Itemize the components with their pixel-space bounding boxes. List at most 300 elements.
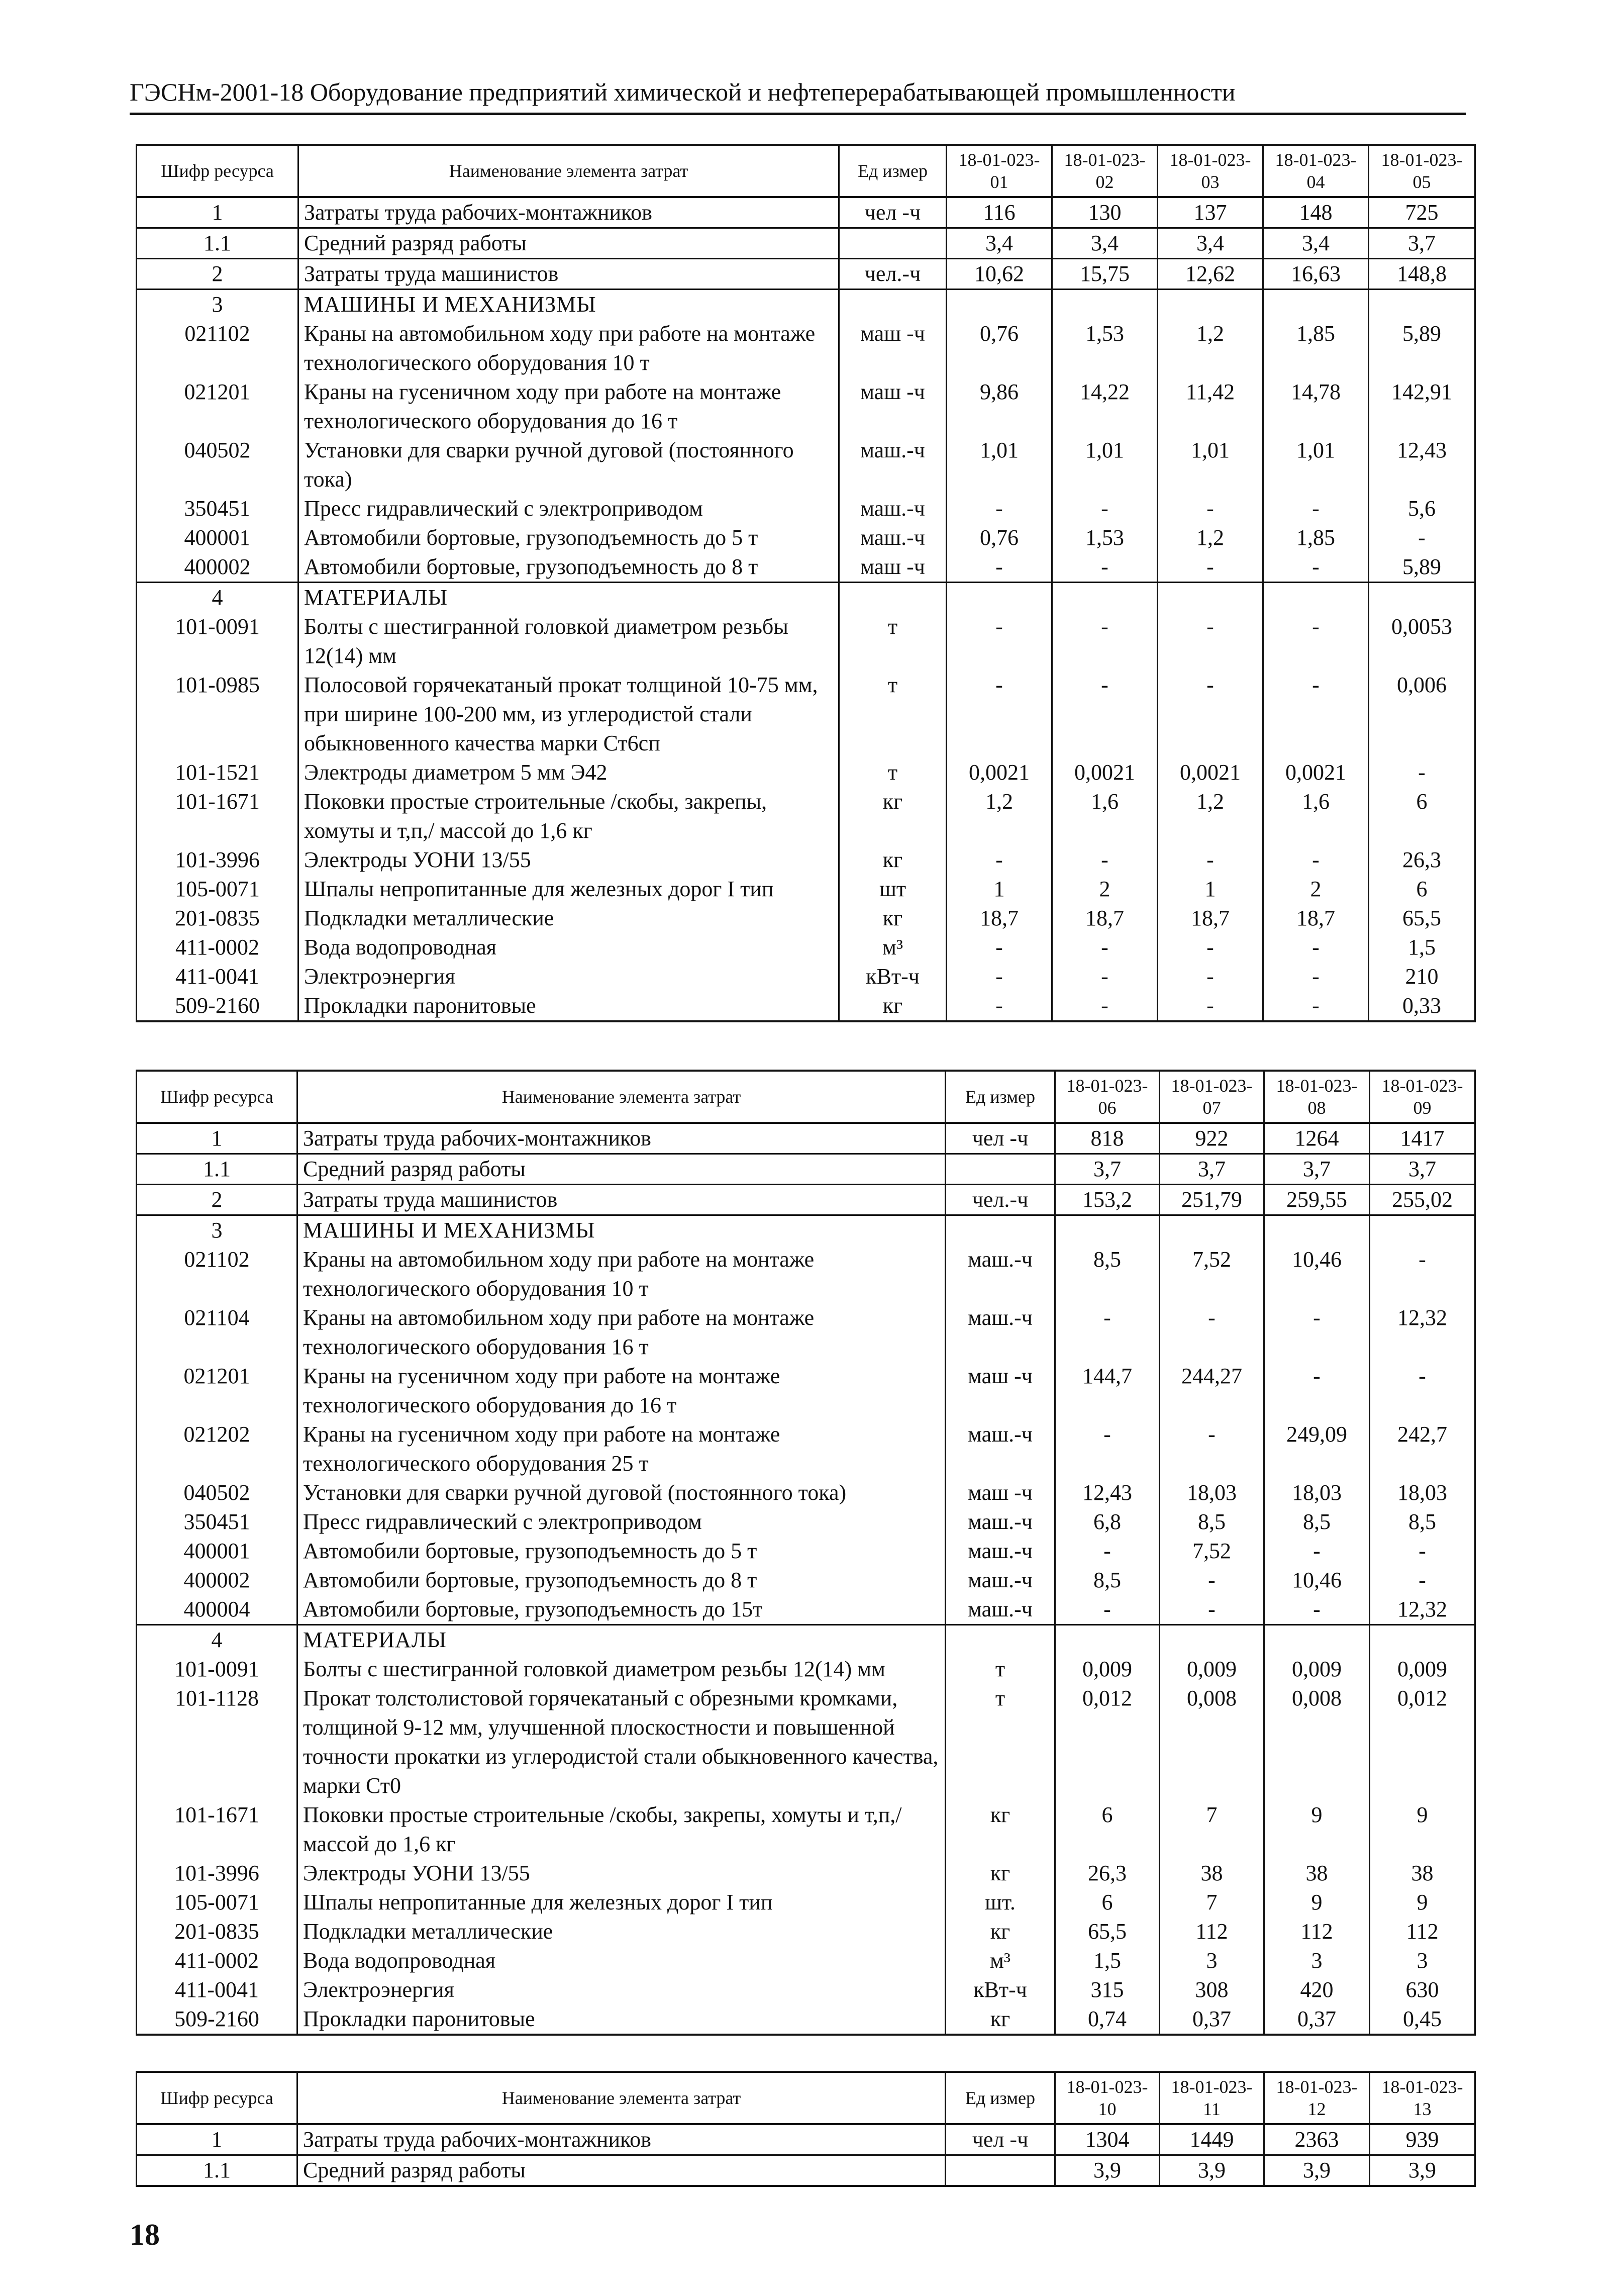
cell-name: Автомобили бортовые, грузоподъемность до 5 т xyxy=(297,1537,946,1566)
cell-value: - xyxy=(1158,494,1263,523)
cell-code: 101-1671 xyxy=(137,787,298,845)
cell-unit: кВт-ч xyxy=(946,1975,1055,2004)
cell-unit xyxy=(946,1154,1055,1185)
cell-value: - xyxy=(1158,933,1263,962)
cell-value: - xyxy=(1055,1537,1160,1566)
cell-value: 1,01 xyxy=(947,436,1052,494)
cell-value: 1 xyxy=(947,875,1052,904)
table-row xyxy=(137,962,1475,991)
cell-value: 922 xyxy=(1160,1123,1264,1154)
cell-value: 0,0053 xyxy=(1369,612,1475,671)
cell-unit: т xyxy=(839,612,947,671)
cell-unit: маш.-ч xyxy=(839,494,947,523)
cell-code: 021201 xyxy=(137,1362,297,1420)
cell-unit: кг xyxy=(839,904,947,933)
cell-value: - xyxy=(1263,552,1369,583)
table-row xyxy=(137,1684,1475,1800)
cell-name: Подкладки металлические xyxy=(298,904,839,933)
cell-value: 244,27 xyxy=(1160,1362,1264,1420)
cell-name: Поковки простые строительные /скобы, закрепы, хомуты и т,п,/ массой до 1,6 кг xyxy=(297,1800,946,1859)
table-header-row xyxy=(137,145,1475,197)
cell-value: 15,75 xyxy=(1052,259,1158,290)
section-row xyxy=(137,583,1475,613)
cell-value: 251,79 xyxy=(1160,1185,1264,1215)
cell-unit: маш.-ч xyxy=(946,1537,1055,1566)
cell-value: 8,5 xyxy=(1055,1566,1160,1595)
cell-value: 137 xyxy=(1158,197,1263,228)
cell-value: 11,42 xyxy=(1158,377,1263,436)
cell-value: 148,8 xyxy=(1369,259,1475,290)
cell-value: 3,4 xyxy=(947,228,1052,259)
cell-value: 65,5 xyxy=(1055,1917,1160,1946)
cell-code: 1.1 xyxy=(137,1154,297,1185)
cell-value: 0,45 xyxy=(1370,2004,1475,2035)
cell-value: 12,32 xyxy=(1370,1303,1475,1362)
cell-value: 26,3 xyxy=(1055,1859,1160,1888)
cell-code: 1.1 xyxy=(137,228,298,259)
cell-value: - xyxy=(1369,758,1475,787)
cell-value: 315 xyxy=(1055,1975,1160,2004)
cell-value: 6 xyxy=(1055,1888,1160,1917)
cell-value: - xyxy=(1264,1595,1370,1625)
cell-unit: маш.-ч xyxy=(839,523,947,552)
cell-value: 7,52 xyxy=(1160,1245,1264,1303)
cell-value: - xyxy=(1055,1595,1160,1625)
cell-value: 112 xyxy=(1160,1917,1264,1946)
cell-code: 105-0071 xyxy=(137,1888,297,1917)
table-row xyxy=(137,2124,1475,2155)
section-title: МАШИНЫ И МЕХАНИЗМЫ xyxy=(297,1215,946,1246)
cell-value: - xyxy=(947,845,1052,875)
cell-value: - xyxy=(1160,1420,1264,1478)
cell-unit: маш.-ч xyxy=(946,1303,1055,1362)
cell-value: 8,5 xyxy=(1264,1507,1370,1537)
table-row xyxy=(137,1975,1475,2004)
cell-value: 18,7 xyxy=(1158,904,1263,933)
table-row xyxy=(137,1566,1475,1595)
table-row xyxy=(137,1507,1475,1537)
header-unit: Ед измер xyxy=(946,2072,1055,2124)
section-row xyxy=(137,1215,1475,1246)
cell-unit: кг xyxy=(839,787,947,845)
cell-value: - xyxy=(1052,612,1158,671)
cell-value: 1264 xyxy=(1264,1123,1370,1154)
cell-code: 101-1671 xyxy=(137,1800,297,1859)
cell-value: - xyxy=(1160,1566,1264,1595)
cell-value: 0,0021 xyxy=(1052,758,1158,787)
cell-value: - xyxy=(1158,962,1263,991)
cell-value: - xyxy=(947,991,1052,1021)
cell-value: 0,37 xyxy=(1160,2004,1264,2035)
table-row xyxy=(137,904,1475,933)
cell-code: 400002 xyxy=(137,552,298,583)
cell-value: - xyxy=(1370,1566,1475,1595)
section-title: МАТЕРИАЛЫ xyxy=(298,583,839,613)
cell-code: 411-0002 xyxy=(137,933,298,962)
cell-unit: чел -ч xyxy=(946,1123,1055,1154)
resource-table-3 xyxy=(136,2071,1476,2187)
cell-name: Средний разряд работы xyxy=(298,228,839,259)
table-row xyxy=(137,787,1475,845)
cell-value: 153,2 xyxy=(1055,1185,1160,1215)
cell-value: 142,91 xyxy=(1369,377,1475,436)
cell-name: Болты с шестигранной головкой диаметром резьбы 12(14) мм xyxy=(298,612,839,671)
cell-value: 18,03 xyxy=(1370,1478,1475,1507)
cell-code: 101-0091 xyxy=(137,612,298,671)
cell-value: 14,22 xyxy=(1052,377,1158,436)
cell-name: Краны на гусеничном ходу при работе на монтаже технологического оборудования 25 т xyxy=(297,1420,946,1478)
table-row xyxy=(137,377,1475,436)
section-title: МАШИНЫ И МЕХАНИЗМЫ xyxy=(298,290,839,320)
cell-value: 818 xyxy=(1055,1123,1160,1154)
cell-value: 9 xyxy=(1264,1888,1370,1917)
cell-code: 509-2160 xyxy=(137,2004,297,2035)
cell-value: 249,09 xyxy=(1264,1420,1370,1478)
page-number: 18 xyxy=(130,2218,160,2251)
cell-value: 0,012 xyxy=(1055,1684,1160,1800)
cell-code: 101-1521 xyxy=(137,758,298,787)
cell-value: 65,5 xyxy=(1369,904,1475,933)
cell-code: 021104 xyxy=(137,1303,297,1362)
cell-code: 2 xyxy=(137,1185,297,1215)
cell-value: 3 xyxy=(1160,1946,1264,1975)
cell-value: 0,0021 xyxy=(1158,758,1263,787)
cell-value: 1,2 xyxy=(947,787,1052,845)
cell-unit: маш.-ч xyxy=(839,436,947,494)
cell-code: 101-3996 xyxy=(137,845,298,875)
cell-name: Электроэнергия xyxy=(298,962,839,991)
cell-value: 6 xyxy=(1369,787,1475,845)
cell-value: 12,62 xyxy=(1158,259,1263,290)
cell-unit: маш -ч xyxy=(946,1478,1055,1507)
cell-name: Краны на автомобильном ходу при работе на монтаже технологического оборудования 10 т xyxy=(298,319,839,377)
cell-value: 725 xyxy=(1369,197,1475,228)
table-row xyxy=(137,197,1475,228)
cell-name: Прокладки паронитовые xyxy=(297,2004,946,2035)
header-col: 18-01-023-04 xyxy=(1263,145,1369,197)
table-row xyxy=(137,552,1475,583)
table-row xyxy=(137,494,1475,523)
cell-unit: м³ xyxy=(839,933,947,962)
cell-value: 3,7 xyxy=(1369,228,1475,259)
cell-value: 5,6 xyxy=(1369,494,1475,523)
table-row xyxy=(137,1800,1475,1859)
cell-name: Вода водопроводная xyxy=(298,933,839,962)
header-col: 18-01-023-07 xyxy=(1160,1071,1264,1123)
cell-value: 9 xyxy=(1370,1800,1475,1859)
cell-value: - xyxy=(1263,612,1369,671)
table-row xyxy=(137,845,1475,875)
cell-value: - xyxy=(1052,494,1158,523)
cell-value: 1,6 xyxy=(1263,787,1369,845)
cell-value: 1,2 xyxy=(1158,787,1263,845)
cell-value: 1,53 xyxy=(1052,319,1158,377)
cell-unit: т xyxy=(839,758,947,787)
cell-value: - xyxy=(947,933,1052,962)
cell-value: 1,5 xyxy=(1055,1946,1160,1975)
cell-value: 3,7 xyxy=(1264,1154,1370,1185)
cell-name: Автомобили бортовые, грузоподъемность до 8 т xyxy=(297,1566,946,1595)
cell-unit: маш.-ч xyxy=(946,1595,1055,1625)
cell-code: 2 xyxy=(137,259,298,290)
cell-name: Затраты труда рабочих-монтажников xyxy=(297,1123,946,1154)
cell-code: 400002 xyxy=(137,1566,297,1595)
cell-value: - xyxy=(1158,845,1263,875)
cell-unit: кг xyxy=(946,1917,1055,1946)
cell-value: 0,009 xyxy=(1264,1655,1370,1684)
cell-value: 1 xyxy=(1158,875,1263,904)
cell-name: Прокат толстолистовой горячекатаный с обрезными кромками, толщиной 9-12 мм, улучшенной плоскостности и повышенной точности прокатки из углеродистой стали обыкновенного качества, марки Ст0 xyxy=(297,1684,946,1800)
cell-value: 0,76 xyxy=(947,319,1052,377)
cell-name: Затраты труда рабочих-монтажников xyxy=(297,2124,946,2155)
cell-name: Прокладки паронитовые xyxy=(298,991,839,1021)
cell-value: - xyxy=(947,494,1052,523)
cell-unit: чел -ч xyxy=(946,2124,1055,2155)
table-row xyxy=(137,1595,1475,1625)
cell-code: 101-0091 xyxy=(137,1655,297,1684)
cell-value: 5,89 xyxy=(1369,319,1475,377)
cell-unit: чел.-ч xyxy=(946,1185,1055,1215)
cell-name: Шпалы непропитанные для железных дорог I тип xyxy=(297,1888,946,1917)
table-header-row xyxy=(137,2072,1475,2124)
cell-code: 4 xyxy=(137,1625,297,1655)
cell-unit: маш -ч xyxy=(839,552,947,583)
cell-value: - xyxy=(1158,552,1263,583)
cell-value: 630 xyxy=(1370,1975,1475,2004)
cell-value: 0,008 xyxy=(1160,1684,1264,1800)
cell-value: - xyxy=(947,962,1052,991)
header-unit: Ед измер xyxy=(839,145,947,197)
cell-value: - xyxy=(1263,845,1369,875)
cell-value: 9 xyxy=(1370,1888,1475,1917)
cell-value: 18,7 xyxy=(1052,904,1158,933)
cell-code: 101-1128 xyxy=(137,1684,297,1800)
cell-name: Поковки простые строительные /скобы, закрепы, хомуты и т,п,/ массой до 1,6 кг xyxy=(298,787,839,845)
cell-value: 6 xyxy=(1055,1800,1160,1859)
cell-value: 3,9 xyxy=(1264,2155,1370,2186)
cell-value: 148 xyxy=(1263,197,1369,228)
cell-value: 12,43 xyxy=(1369,436,1475,494)
header-col: 18-01-023-03 xyxy=(1158,145,1263,197)
cell-name: Электроды УОНИ 13/55 xyxy=(298,845,839,875)
header-col: 18-01-023-06 xyxy=(1055,1071,1160,1123)
cell-unit: маш -ч xyxy=(839,319,947,377)
section-row xyxy=(137,1625,1475,1655)
cell-value: 255,02 xyxy=(1370,1185,1475,1215)
cell-value: 3,9 xyxy=(1160,2155,1264,2186)
header-col: 18-01-023-13 xyxy=(1370,2072,1475,2124)
cell-value: 9 xyxy=(1264,1800,1370,1859)
cell-value: 2363 xyxy=(1264,2124,1370,2155)
cell-value: - xyxy=(947,552,1052,583)
cell-value: 0,006 xyxy=(1369,671,1475,758)
cell-value: 1,85 xyxy=(1263,319,1369,377)
cell-value: 0,74 xyxy=(1055,2004,1160,2035)
cell-value: 939 xyxy=(1370,2124,1475,2155)
cell-value: 259,55 xyxy=(1264,1185,1370,1215)
cell-value: 38 xyxy=(1370,1859,1475,1888)
cell-value: 38 xyxy=(1264,1859,1370,1888)
cell-unit: кг xyxy=(839,991,947,1021)
cell-value: - xyxy=(1160,1595,1264,1625)
cell-value: 3 xyxy=(1370,1946,1475,1975)
cell-code: 3 xyxy=(137,1215,297,1246)
table-row xyxy=(137,1655,1475,1684)
cell-code: 411-0002 xyxy=(137,1946,297,1975)
cell-value: - xyxy=(947,612,1052,671)
table-row xyxy=(137,991,1475,1021)
cell-name: Установки для сварки ручной дуговой (постоянного тока) xyxy=(298,436,839,494)
header-col: 18-01-023-10 xyxy=(1055,2072,1160,2124)
resource-table-2 xyxy=(136,1070,1476,2036)
cell-value: - xyxy=(1263,494,1369,523)
cell-value: 1,01 xyxy=(1263,436,1369,494)
header-code: Шифр ресурса xyxy=(137,2072,297,2124)
cell-value: - xyxy=(1158,612,1263,671)
cell-unit: шт xyxy=(839,875,947,904)
cell-value: - xyxy=(1052,845,1158,875)
header-col: 18-01-023-12 xyxy=(1264,2072,1370,2124)
table-row xyxy=(137,1185,1475,1215)
cell-value: 1417 xyxy=(1370,1123,1475,1154)
cell-value: - xyxy=(947,671,1052,758)
cell-value: 1,5 xyxy=(1369,933,1475,962)
cell-code: 4 xyxy=(137,583,298,613)
cell-value: 0,0021 xyxy=(947,758,1052,787)
cell-value: 0,009 xyxy=(1160,1655,1264,1684)
header-col: 18-01-023-11 xyxy=(1160,2072,1264,2124)
header-col: 18-01-023-09 xyxy=(1370,1071,1475,1123)
cell-name: Шпалы непропитанные для железных дорог I тип xyxy=(298,875,839,904)
cell-value: 16,63 xyxy=(1263,259,1369,290)
cell-code: 1 xyxy=(137,1123,297,1154)
cell-name: Краны на автомобильном ходу при работе на монтаже технологического оборудования 10 т xyxy=(297,1245,946,1303)
cell-value: 1449 xyxy=(1160,2124,1264,2155)
cell-unit: чел -ч xyxy=(839,197,947,228)
table-row xyxy=(137,1537,1475,1566)
cell-code: 3 xyxy=(137,290,298,320)
cell-name: Затраты труда рабочих-монтажников xyxy=(298,197,839,228)
cell-value: - xyxy=(1052,552,1158,583)
cell-unit: кВт-ч xyxy=(839,962,947,991)
cell-value: 18,7 xyxy=(947,904,1052,933)
cell-value: 0,009 xyxy=(1055,1655,1160,1684)
cell-name: Пресс гидравлический с электроприводом xyxy=(297,1507,946,1537)
cell-value: - xyxy=(1264,1303,1370,1362)
cell-name: Автомобили бортовые, грузоподъемность до 5 т xyxy=(298,523,839,552)
cell-value: - xyxy=(1264,1362,1370,1420)
cell-code: 400001 xyxy=(137,1537,297,1566)
cell-unit: т xyxy=(946,1655,1055,1684)
cell-value: 12,43 xyxy=(1055,1478,1160,1507)
cell-value: 3,7 xyxy=(1055,1154,1160,1185)
cell-value: 3,9 xyxy=(1370,2155,1475,2186)
section-row xyxy=(137,290,1475,320)
cell-code: 101-0985 xyxy=(137,671,298,758)
table-row xyxy=(137,1123,1475,1154)
cell-code: 509-2160 xyxy=(137,991,298,1021)
cell-value: 1,2 xyxy=(1158,319,1263,377)
cell-name: Краны на гусеничном ходу при работе на монтаже технологического оборудования до 16 т xyxy=(297,1362,946,1420)
cell-value: - xyxy=(1158,671,1263,758)
header-col: 18-01-023-01 xyxy=(947,145,1052,197)
cell-unit: маш.-ч xyxy=(946,1507,1055,1537)
cell-value: 1,85 xyxy=(1263,523,1369,552)
cell-value: 8,5 xyxy=(1370,1507,1475,1537)
cell-value: 10,62 xyxy=(947,259,1052,290)
cell-value: 3,4 xyxy=(1052,228,1158,259)
cell-unit xyxy=(839,228,947,259)
cell-name: Краны на гусеничном ходу при работе на монтаже технологического оборудования до 16 т xyxy=(298,377,839,436)
cell-value: - xyxy=(1160,1303,1264,1362)
cell-value: 1,01 xyxy=(1052,436,1158,494)
cell-value: 0,76 xyxy=(947,523,1052,552)
cell-value: 0,012 xyxy=(1370,1684,1475,1800)
table-header-row xyxy=(137,1071,1475,1123)
table-row xyxy=(137,259,1475,290)
cell-name: Подкладки металлические xyxy=(297,1917,946,1946)
cell-value: 1304 xyxy=(1055,2124,1160,2155)
cell-value: - xyxy=(1263,671,1369,758)
cell-code: 105-0071 xyxy=(137,875,298,904)
cell-value: 1,6 xyxy=(1052,787,1158,845)
table-row xyxy=(137,1362,1475,1420)
cell-value: 116 xyxy=(947,197,1052,228)
cell-code: 350451 xyxy=(137,494,298,523)
cell-value: 14,78 xyxy=(1263,377,1369,436)
cell-value: - xyxy=(1158,991,1263,1021)
cell-value: - xyxy=(1369,523,1475,552)
cell-unit: шт. xyxy=(946,1888,1055,1917)
cell-value: - xyxy=(1263,933,1369,962)
cell-value: - xyxy=(1052,933,1158,962)
cell-value: 18,03 xyxy=(1264,1478,1370,1507)
cell-code: 021102 xyxy=(137,1245,297,1303)
table-row xyxy=(137,228,1475,259)
cell-value: 12,32 xyxy=(1370,1595,1475,1625)
cell-unit: маш.-ч xyxy=(946,1245,1055,1303)
resource-table-1 xyxy=(136,144,1476,1022)
cell-value: 18,03 xyxy=(1160,1478,1264,1507)
cell-value: 5,89 xyxy=(1369,552,1475,583)
cell-value: 112 xyxy=(1370,1917,1475,1946)
cell-value: 1,2 xyxy=(1158,523,1263,552)
table-row xyxy=(137,436,1475,494)
cell-value: 420 xyxy=(1264,1975,1370,2004)
cell-value: 2 xyxy=(1263,875,1369,904)
cell-code: 101-3996 xyxy=(137,1859,297,1888)
cell-code: 040502 xyxy=(137,436,298,494)
cell-name: Пресс гидравлический с электроприводом xyxy=(298,494,839,523)
header-name: Наименование элемента затрат xyxy=(297,1071,946,1123)
cell-code: 021102 xyxy=(137,319,298,377)
cell-value: 0,33 xyxy=(1369,991,1475,1021)
cell-code: 201-0835 xyxy=(137,904,298,933)
header-unit: Ед измер xyxy=(946,1071,1055,1123)
table-row xyxy=(137,612,1475,671)
table-row xyxy=(137,758,1475,787)
cell-value: - xyxy=(1052,671,1158,758)
cell-value: 308 xyxy=(1160,1975,1264,2004)
cell-name: Установки для сварки ручной дуговой (постоянного тока) xyxy=(297,1478,946,1507)
page-header: ГЭСНм-2001-18 Оборудование предприятий химической и нефтеперерабатывающей промышленности xyxy=(130,74,1466,115)
cell-value: - xyxy=(1052,991,1158,1021)
cell-name: Болты с шестигранной головкой диаметром резьбы 12(14) мм xyxy=(297,1655,946,1684)
header-col: 18-01-023-08 xyxy=(1264,1071,1370,1123)
cell-code: 400004 xyxy=(137,1595,297,1625)
table-row xyxy=(137,875,1475,904)
table-row xyxy=(137,1859,1475,1888)
